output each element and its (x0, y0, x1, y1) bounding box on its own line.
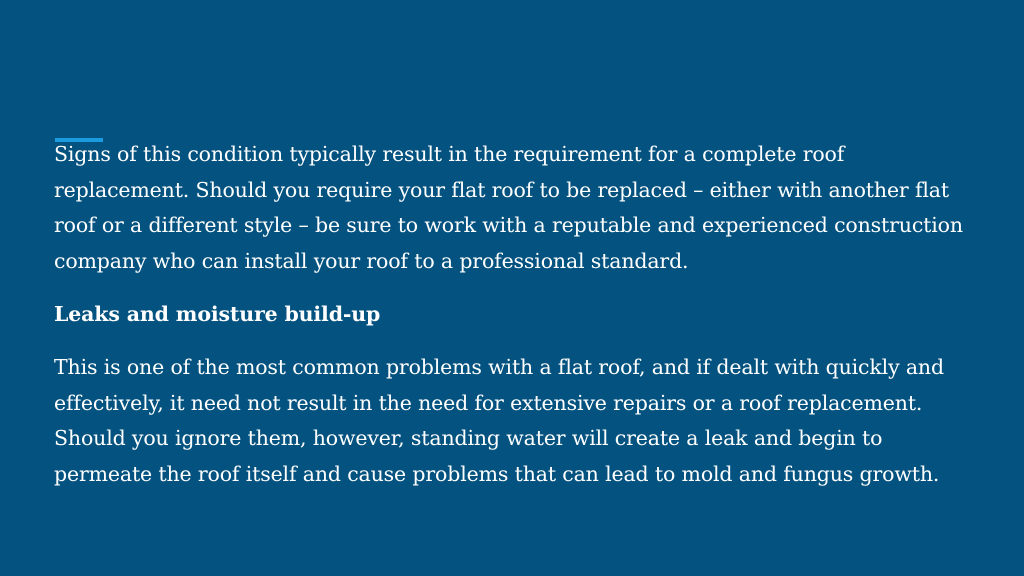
slide-content (54, 137, 974, 492)
section-heading: Leaks and moisture build-up (54, 302, 381, 327)
paragraph-intro: Signs of this condition typically result in the requirement for a complete roof replacement. Should you require your flat roof to be replaced – either with another flat roof or a different style – be sure to work with a reputable and experienced construction company who can install your roof to a professional standard. (54, 142, 963, 273)
paragraph-leaks: This is one of the most common problems with a flat roof, and if dealt with quickly and effectively, it need not result in the need for extensive repairs or a roof replacement. Should you ignore them, however, standing water will create a leak and begin to permeate the roof itself and cause problems that can lead to mold and fungus growth. (54, 354, 944, 486)
